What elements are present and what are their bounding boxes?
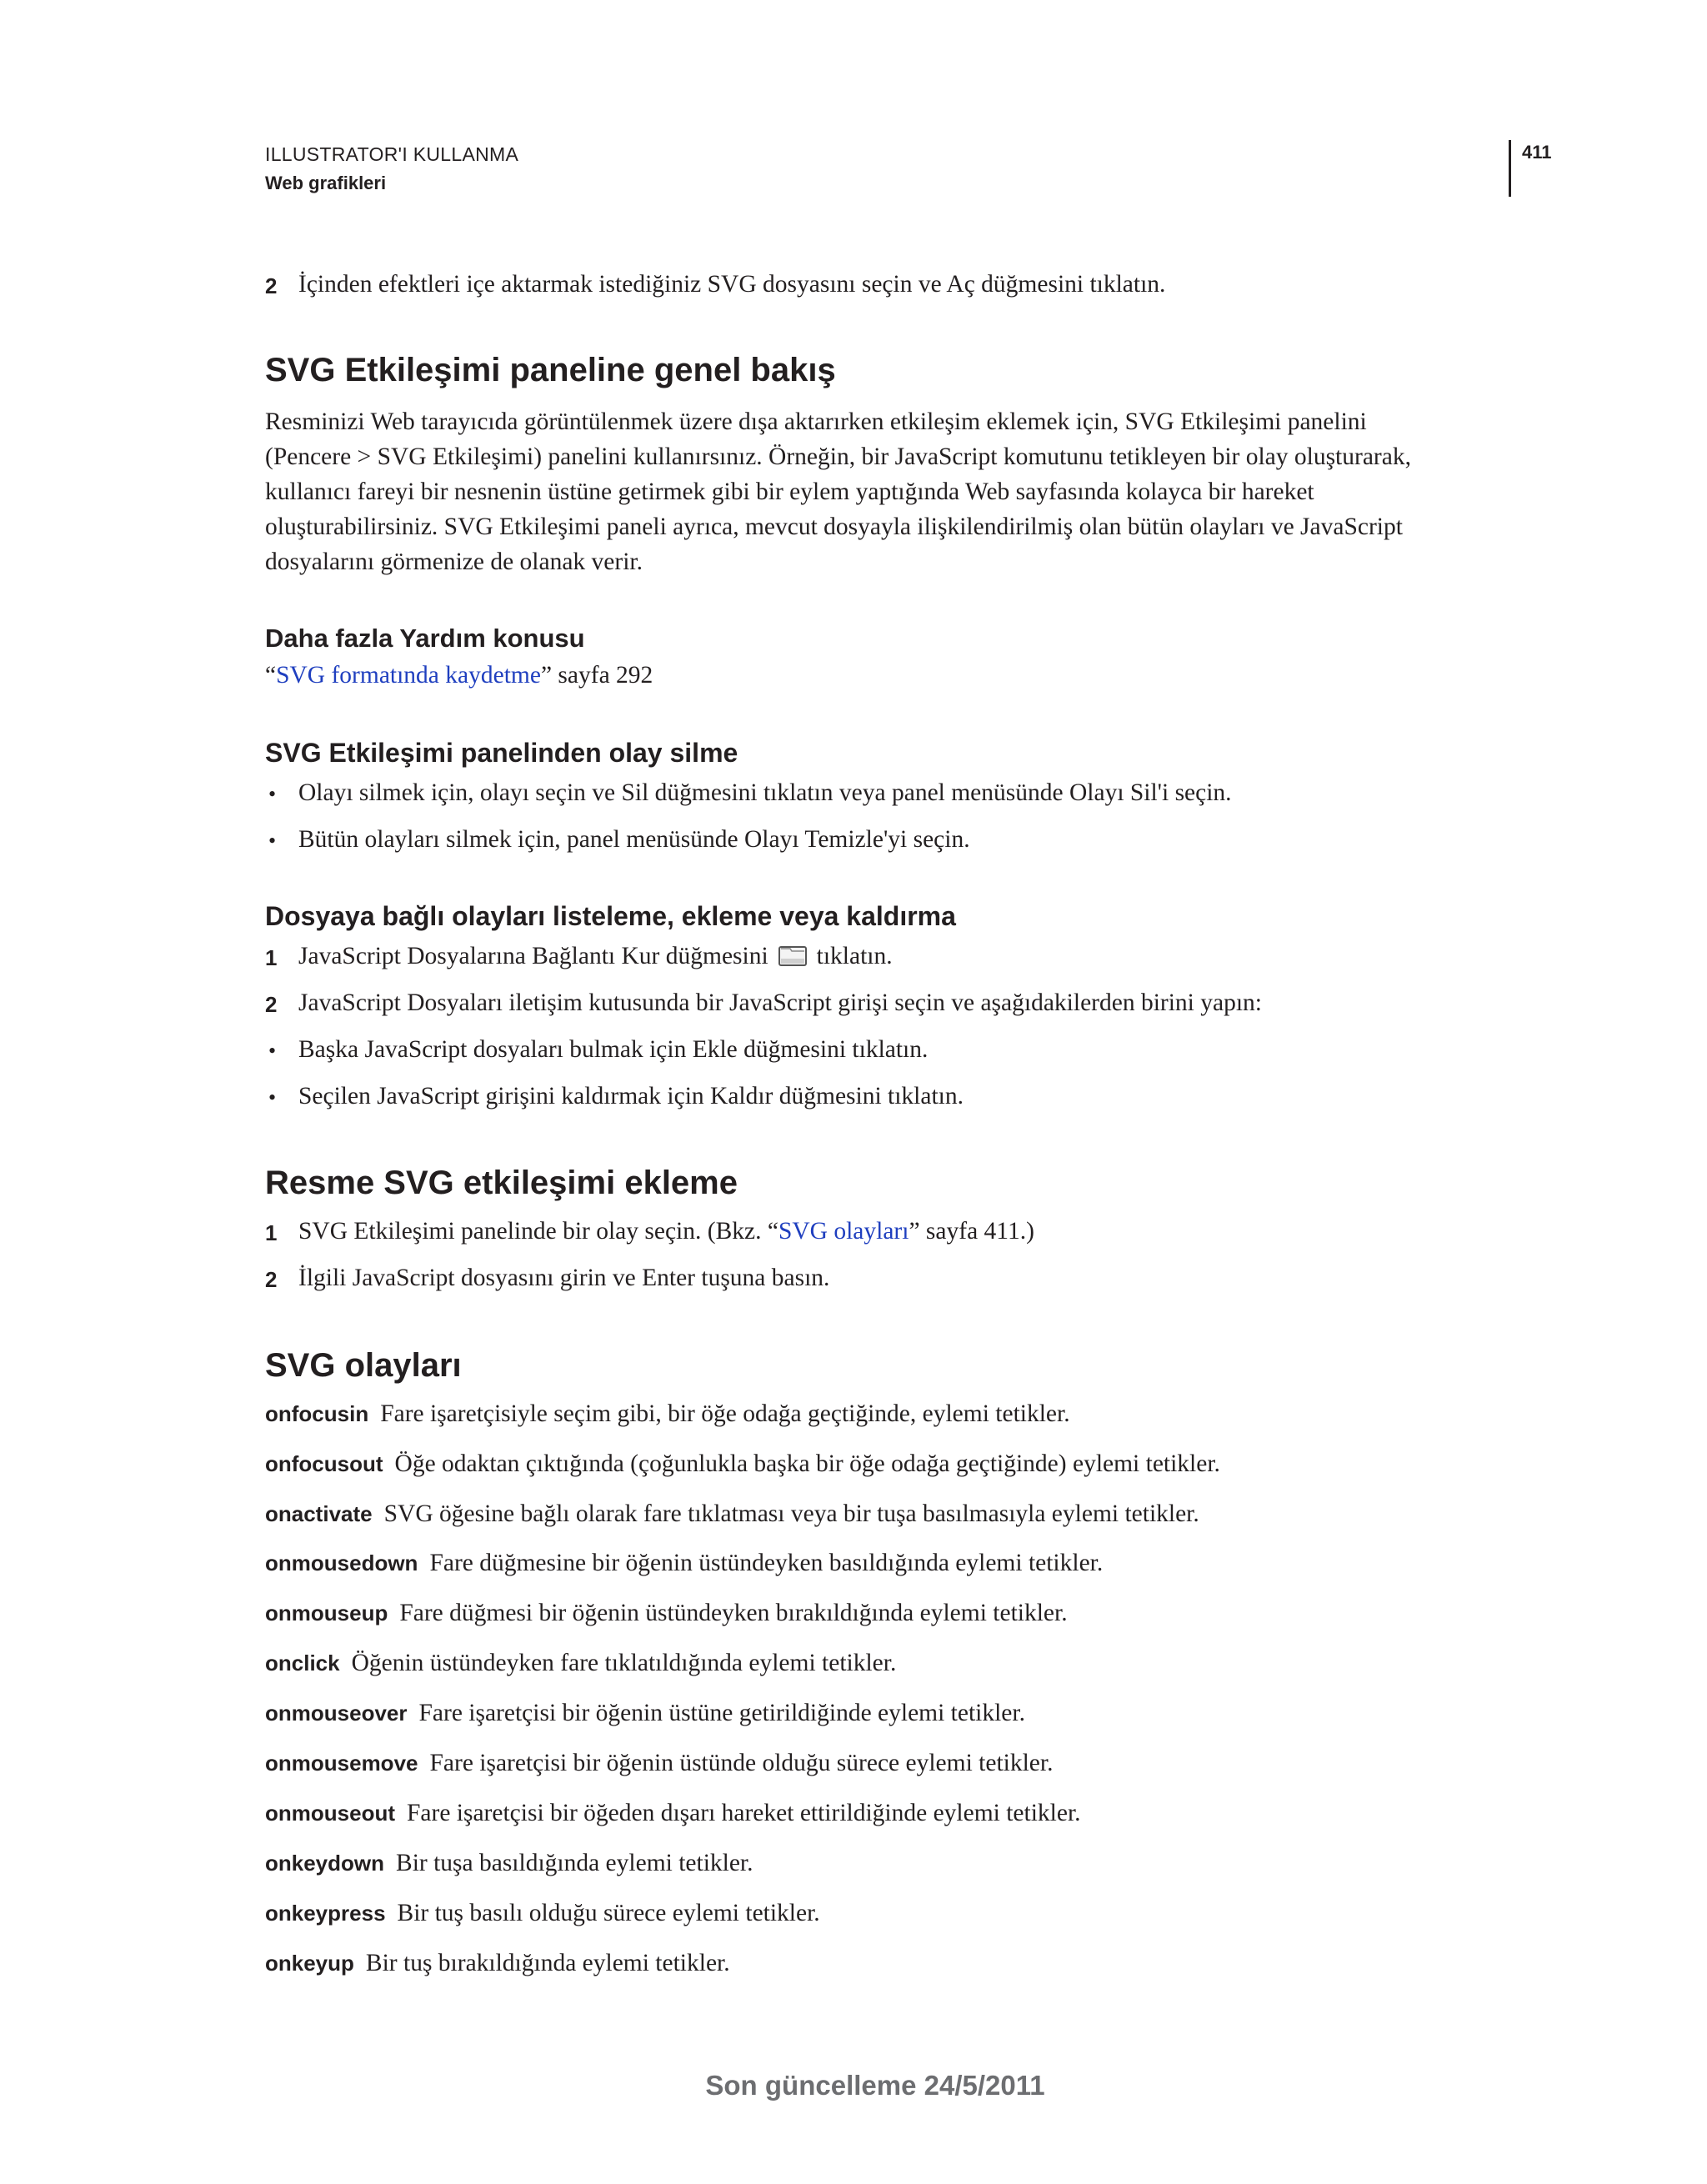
running-header-title: ILLUSTRATOR'I KULLANMA <box>265 143 519 165</box>
help-topic-link[interactable]: SVG formatında kaydetme <box>276 662 541 689</box>
event-name: onmouseup <box>265 1600 388 1625</box>
event-description: Fare işaretçisi bir öğenin üstüne getirildiğinde eylemi tetikler. <box>418 1700 1025 1726</box>
more-help-heading: Daha fazla Yardım konusu <box>265 624 585 653</box>
event-name: onkeydown <box>265 1851 385 1876</box>
event-description: Fare işaretçisiyle seçim gibi, bir öğe odağa geçtiğinde, eylemi tetikler. <box>380 1400 1070 1427</box>
event-definition <box>265 1950 730 1977</box>
event-description: Fare düğmesi bir öğenin üstündeyken bırakıldığında eylemi tetikler. <box>399 1600 1068 1626</box>
event-description: Bir tuşa basıldığında eylemi tetikler. <box>396 1850 753 1876</box>
overview-line: (Pencere > SVG Etkileşimi) panelini kullanırsınız. Örneğin, bir JavaScript komutunu tetikleyen bir olay oluşturarak, <box>265 443 1411 470</box>
step-text: İlgili JavaScript dosyasını girin ve Enter tuşuna basın. <box>298 1265 830 1291</box>
event-name: onkeyup <box>265 1951 354 1976</box>
bullet-marker: • <box>268 1039 277 1063</box>
folder-icon <box>778 945 807 967</box>
event-definition <box>265 1700 1025 1727</box>
event-name: onmouseover <box>265 1701 408 1726</box>
section-heading-svg-events: SVG olayları <box>265 1347 462 1384</box>
event-definition <box>265 1550 1103 1577</box>
event-definition <box>265 1500 1199 1528</box>
event-name: onmousedown <box>265 1550 418 1575</box>
overview-line: kullanıcı fareyi bir nesnenin üstüne getirmek gibi bir eylem yaptığında Web sayfasında kolayca bir hareket <box>265 478 1314 505</box>
event-description: Bir tuş basılı olduğu sürece eylemi tetikler. <box>397 1900 820 1926</box>
event-name: onmousemove <box>265 1751 418 1776</box>
section-heading-delete-events: SVG Etkileşimi panelinden olay silme <box>265 738 738 768</box>
event-description: Fare işaretçisi bir öğenin üstünde olduğu sürece eylemi tetikler. <box>429 1750 1054 1776</box>
overview-line: dosyalarını görmenize de olanak verir. <box>265 549 643 575</box>
section-heading-overview: SVG Etkileşimi paneline genel bakış <box>265 352 836 388</box>
step-text: İçinden efektleri içe aktarmak istediğiniz SVG dosyasını seçin ve Aç düğmesini tıklatın. <box>298 271 1166 298</box>
bullet-marker: • <box>268 829 277 853</box>
step-number: 2 <box>265 992 278 1017</box>
event-name: onfocusout <box>265 1451 383 1476</box>
step-number: 1 <box>265 1220 278 1245</box>
quote-open: “ <box>265 662 277 689</box>
header-divider <box>1509 140 1511 197</box>
event-name: onfocusin <box>265 1401 369 1426</box>
event-description: Öğenin üstündeyken fare tıklatıldığında eylemi tetikler. <box>351 1650 897 1676</box>
event-name: onclick <box>265 1651 340 1676</box>
event-description: Fare işaretçisi bir öğeden dışarı hareket ettirildiğinde eylemi tetikler. <box>407 1800 1081 1826</box>
step-number: 2 <box>265 1267 278 1292</box>
event-description: Öğe odaktan çıktığında (çoğunlukla başka bir öğe odağa geçtiğinde) eylemi tetikler. <box>394 1450 1220 1477</box>
event-name: onactivate <box>265 1501 373 1526</box>
running-header-subtitle: Web grafikleri <box>265 173 387 193</box>
page-footer: Son güncelleme 24/5/2011 <box>705 2070 1045 2101</box>
bullet-text: Olayı silmek için, olayı seçin ve Sil düğmesini tıklatın veya panel menüsünde Olayı Sil'i seçin. <box>298 779 1232 806</box>
event-name: onmouseout <box>265 1801 395 1826</box>
step-text-after: ” sayfa 411.) <box>909 1218 1034 1245</box>
more-help-link-row <box>265 662 653 689</box>
bullet-text: Başka JavaScript dosyaları bulmak için Ekle düğmesini tıklatın. <box>298 1036 929 1063</box>
event-definition <box>265 1750 1053 1777</box>
link-suffix: ” sayfa 292 <box>540 662 653 689</box>
section-heading-linked-events: Dosyaya bağlı olayları listeleme, ekleme veya kaldırma <box>265 901 956 931</box>
svg-events-link[interactable]: SVG olayları <box>778 1218 909 1245</box>
bullet-text: Seçilen JavaScript girişini kaldırmak için Kaldır düğmesini tıklatın. <box>298 1083 964 1110</box>
event-description: Fare düğmesine bir öğenin üstündeyken basıldığında eylemi tetikler. <box>429 1550 1104 1576</box>
event-description: SVG öğesine bağlı olarak fare tıklatması veya bir tuşa basılmasıyla eylemi tetikler. <box>383 1500 1199 1527</box>
section-heading-add-interactivity: Resme SVG etkileşimi ekleme <box>265 1165 738 1201</box>
page-number: 411 <box>1522 142 1552 163</box>
event-definition <box>265 1650 896 1677</box>
overview-paragraph <box>265 404 1515 579</box>
bullet-marker: • <box>268 782 277 806</box>
step-text-before: SVG Etkileşimi panelinde bir olay seçin. (Bkz. “ <box>298 1218 778 1245</box>
step-text: JavaScript Dosyaları iletişim kutusunda bir JavaScript girişi seçin ve aşağıdakilerden birini yapın: <box>298 989 1262 1016</box>
event-name: onkeypress <box>265 1901 386 1926</box>
step-number: 2 <box>265 273 278 298</box>
event-definition <box>265 1900 820 1927</box>
event-definition <box>265 1400 1070 1428</box>
step-text-after: tıklatın. <box>816 943 893 969</box>
event-definition <box>265 1800 1081 1827</box>
step-text <box>298 1218 1034 1245</box>
overview-line: Resminizi Web tarayıcıda görüntülenmek üzere dışa aktarırken etkileşim eklemek için, SVG Etkileşimi panelini <box>265 408 1367 435</box>
event-definition <box>265 1850 753 1877</box>
event-definition <box>265 1450 1220 1478</box>
overview-line: oluşturabilirsiniz. SVG Etkileşimi paneli ayrıca, mevcut dosyayla ilişkilendirilmiş olan bütün olayları ve JavaScript <box>265 513 1403 540</box>
step-text <box>298 943 893 970</box>
step-number: 1 <box>265 945 278 970</box>
step-text-before: JavaScript Dosyalarına Bağlantı Kur düğmesini <box>298 943 768 969</box>
bullet-text: Bütün olayları silmek için, panel menüsünde Olayı Temizle'yi seçin. <box>298 826 970 853</box>
bullet-marker: • <box>268 1085 277 1110</box>
event-definition <box>265 1600 1068 1627</box>
event-description: Bir tuş bırakıldığında eylemi tetikler. <box>365 1950 730 1976</box>
